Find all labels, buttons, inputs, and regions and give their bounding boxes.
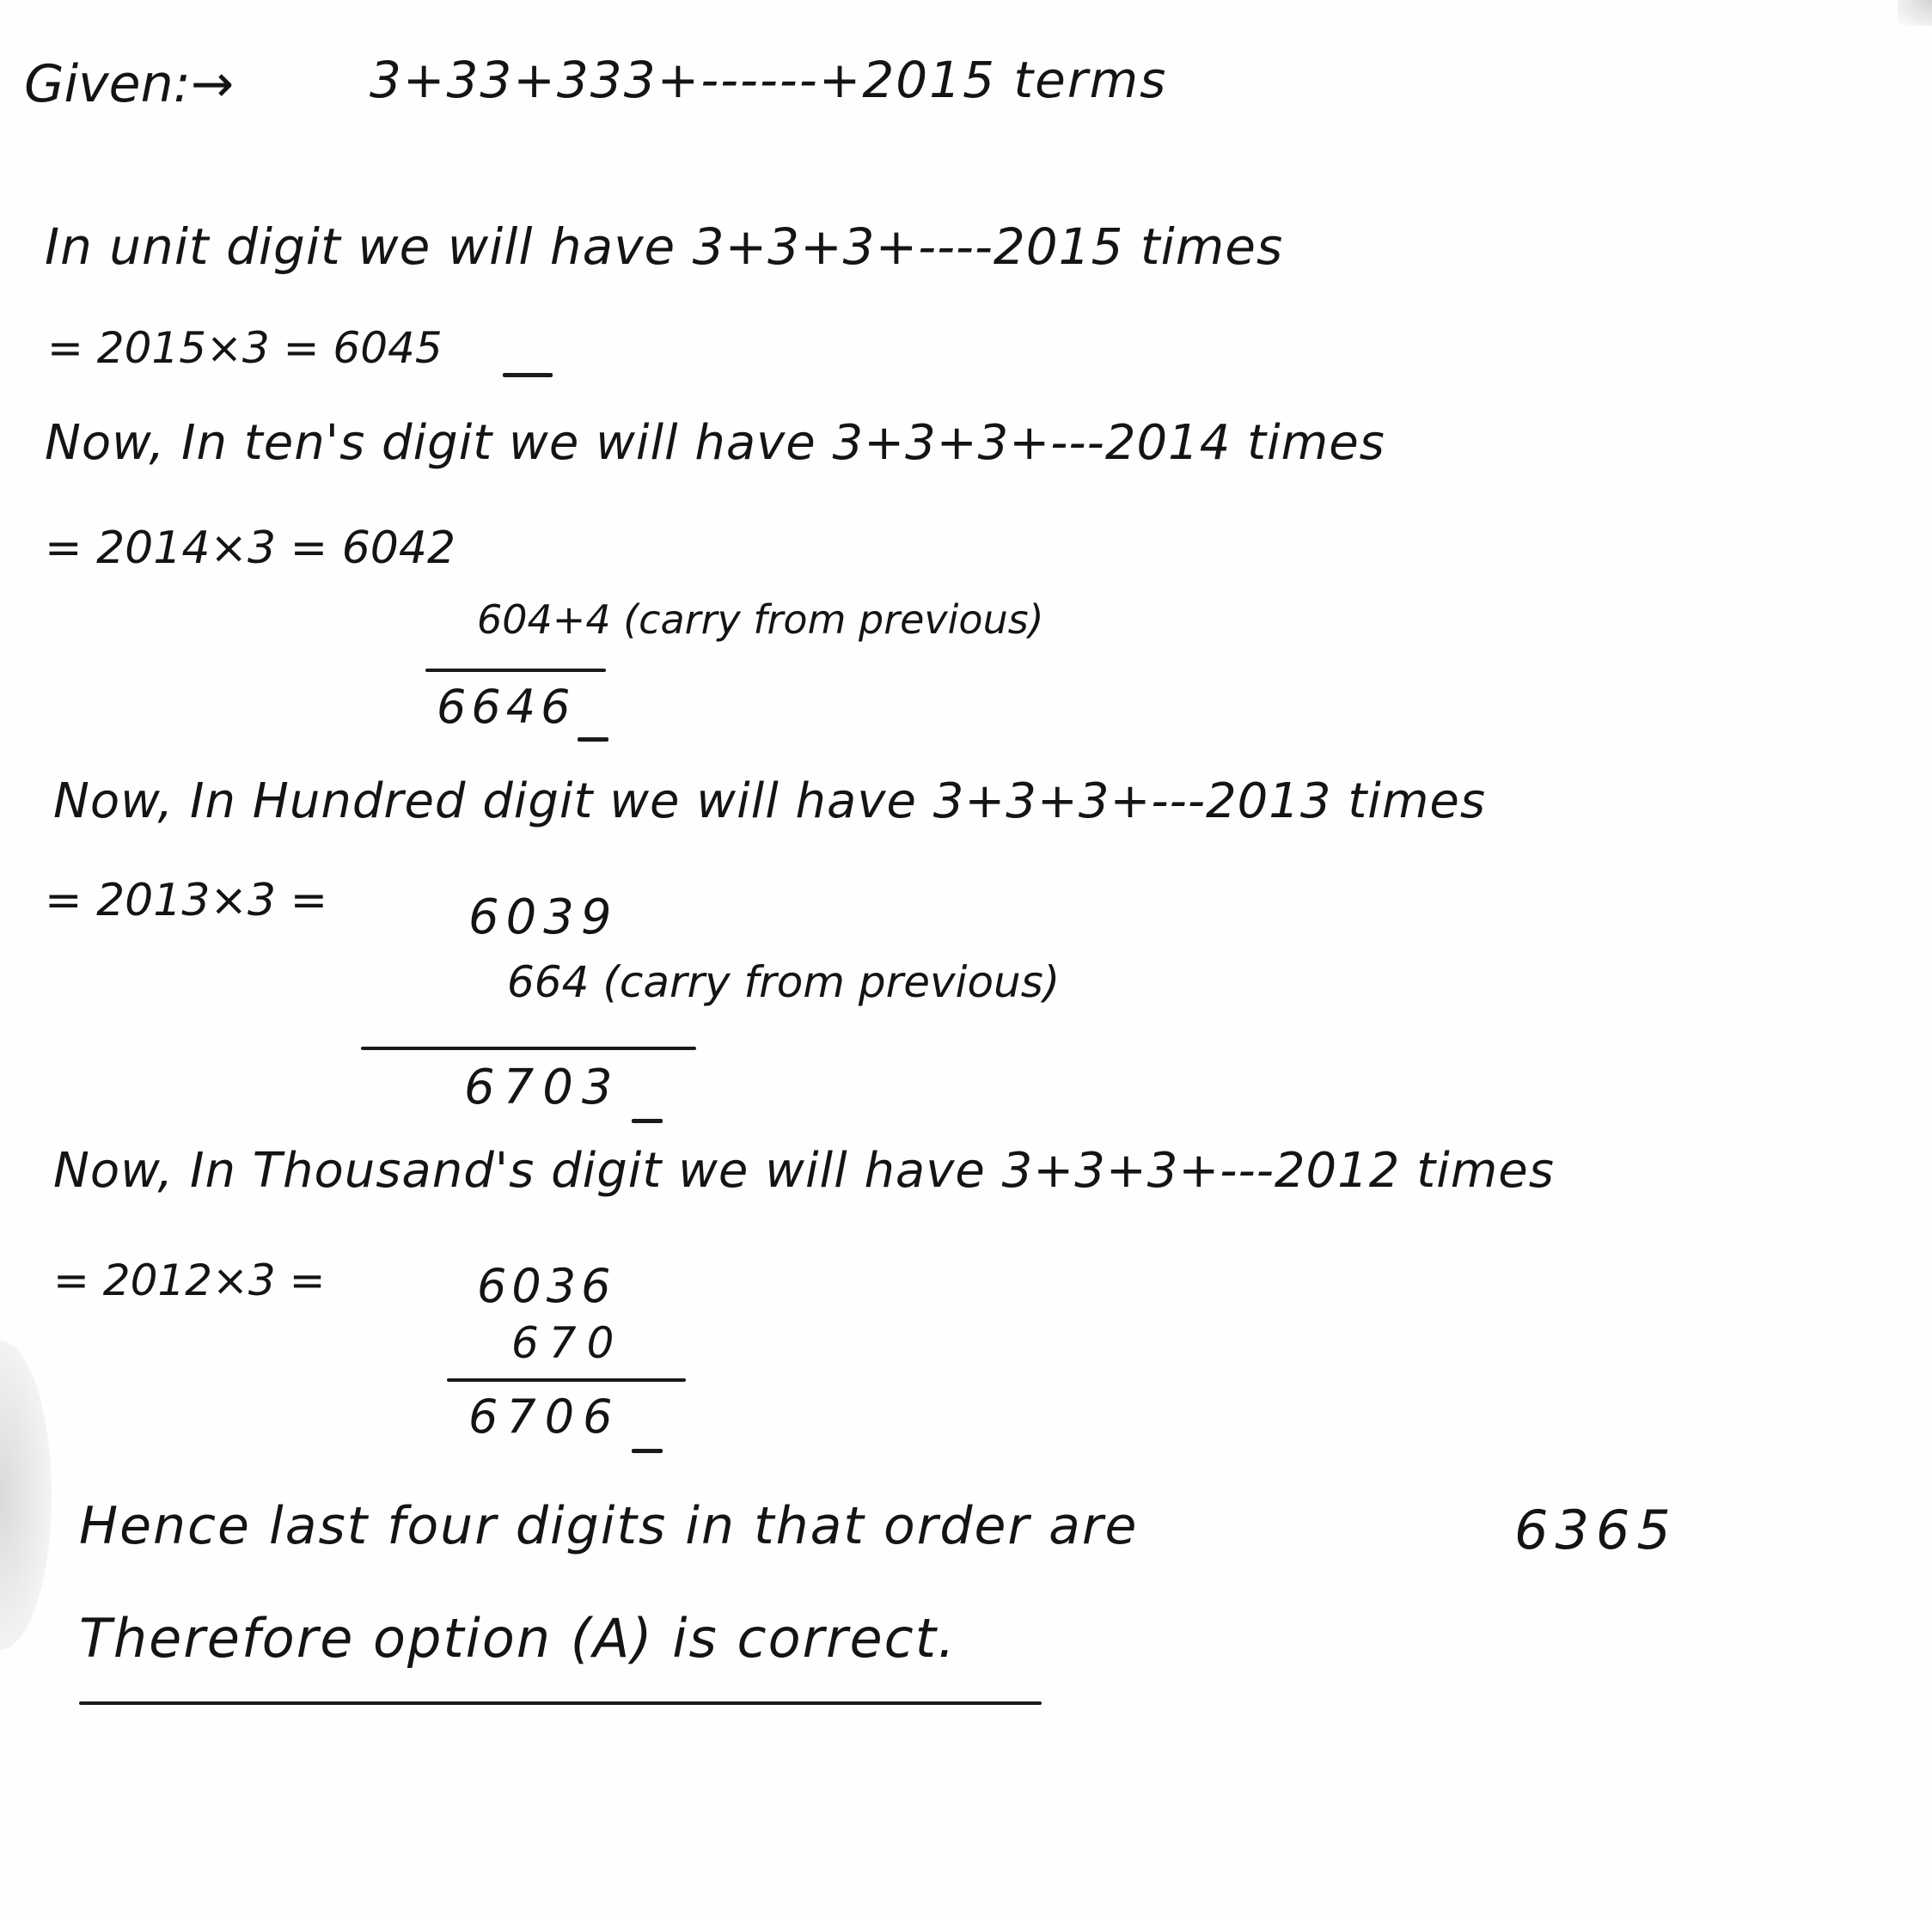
thousand-digit-line: Now, In Thousand's digit we will have 3+3+3+---2012 times <box>53 1143 1555 1199</box>
given-label: Given:→ <box>24 54 235 114</box>
tens-digit-line: Now, In ten's digit we will have 3+3+3+---2014 times <box>45 415 1385 471</box>
conclusion-underline <box>79 1701 1042 1705</box>
given-series: 3+33+333+------+2015 terms <box>370 51 1168 109</box>
thousand-digit-result: 6706 <box>468 1390 621 1444</box>
thousand-digit-calc-left: = 2012×3 = <box>53 1255 326 1305</box>
thousand-digit-carry: 670 <box>511 1318 625 1368</box>
hence-statement: Hence last four digits in that order are <box>79 1496 1139 1556</box>
unit-digit-line: In unit digit we will have 3+3+3+----2015 times <box>45 217 1284 276</box>
hundred-digit-sum-rule <box>361 1047 696 1050</box>
thousand-digit-sum-rule <box>447 1378 686 1382</box>
tens-digit-underline <box>578 737 608 742</box>
conclusion-statement: Therefore option (A) is correct. <box>79 1607 957 1670</box>
tens-digit-carry: 604+4 (carry from previous) <box>477 596 1044 643</box>
hundred-digit-line: Now, In Hundred digit we will have 3+3+3+---2013 times <box>53 773 1487 829</box>
hundred-digit-calc-left: = 2013×3 = <box>45 875 328 926</box>
hence-value: 6365 <box>1514 1499 1678 1561</box>
unit-digit-calc: = 2015×3 = 6045 <box>47 323 443 373</box>
hundred-digit-underline <box>632 1119 663 1123</box>
tens-digit-calc: = 2014×3 = 6042 <box>45 522 456 574</box>
hundred-digit-carry: 664 (carry from previous) <box>507 957 1061 1007</box>
tens-digit-result: 6646 <box>437 680 576 734</box>
hundred-digit-result: 6703 <box>464 1060 621 1115</box>
page-shadow-corner <box>1898 0 1932 26</box>
page-shadow-left <box>0 1341 52 1650</box>
hundred-digit-calc-value: 6039 <box>468 889 619 945</box>
thousand-digit-calc-value: 6036 <box>477 1259 616 1313</box>
thousand-digit-underline <box>632 1449 663 1453</box>
unit-digit-underline <box>503 373 553 377</box>
tens-digit-sum-rule <box>425 669 606 672</box>
